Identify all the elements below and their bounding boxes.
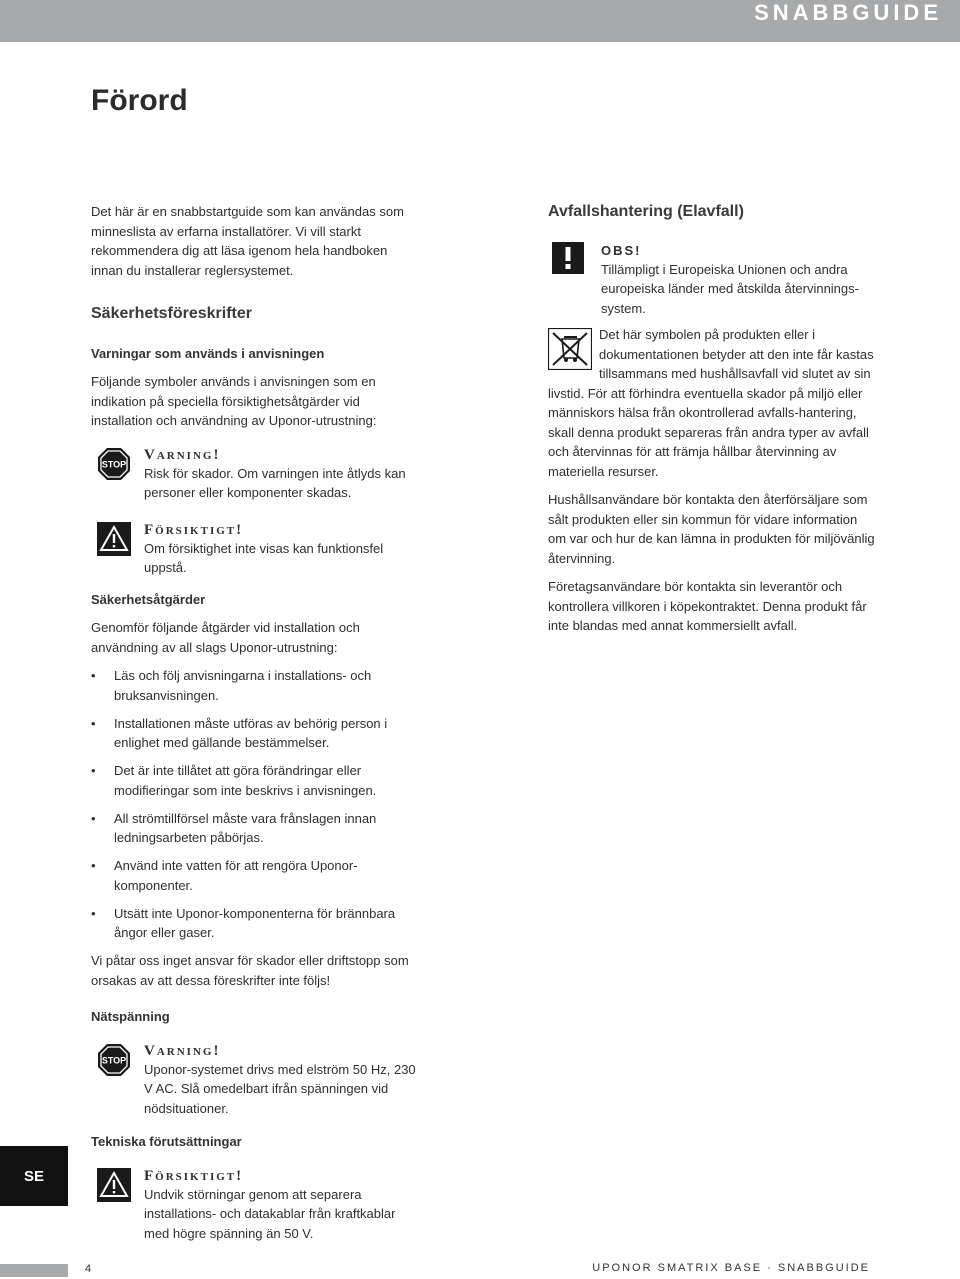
- tech-heading: Tekniska förutsättningar: [91, 1134, 242, 1149]
- warnings-intro: Följande symboler används i anvisningen som en indikation på speciella försiktighetsåtgärder vid installation och användning av Uponor-utrustning:: [91, 374, 377, 428]
- page-number: 4: [85, 1263, 92, 1275]
- footer-title: UPONOR SMATRIX BASE · SNABBGUIDE: [592, 1262, 870, 1274]
- voltage-warning-notice: [91, 1042, 421, 1119]
- measures-heading: Säkerhetsåtgärder: [91, 591, 206, 607]
- caution-notice: [91, 521, 421, 578]
- list-item: • Utsätt inte Uponor-komponenterna för brännbara ångor eller gaser.: [91, 904, 421, 943]
- business-text: Företagsanvändare bör kontakta sin leverantör och kontrollera villkoren i köpekontraktet. Denna produkt får inte blandas med annat kommersiellt avfall.: [548, 579, 867, 633]
- warning-notice: [91, 446, 421, 503]
- voltage-warning-title: Varning!: [144, 1042, 221, 1059]
- exclamation-icon: [552, 242, 584, 280]
- language-badge: SE: [0, 1146, 68, 1206]
- svg-text:STOP: STOP: [101, 1055, 127, 1065]
- stop-sign-icon: [97, 1043, 131, 1083]
- right-column: [548, 202, 878, 636]
- obs-text: Tillämpligt i Europeiska Unionen och andra europeiska länder med åtskilda återvinnings-system.: [601, 261, 859, 316]
- waste-heading: Avfallshantering (Elavfall): [548, 203, 744, 220]
- caution-text: Om försiktighet inte visas kan funktionsfel uppstå.: [144, 540, 384, 575]
- measures-intro: Genomför följande åtgärder vid installation och användning av all slags Uponor-utrustning:: [91, 620, 360, 655]
- caution-title: Försiktigt!: [144, 521, 244, 538]
- list-item: • Det är inte tillåtet att göra förändringar eller modifieringar som inte beskrivs i anvisningen.: [91, 761, 421, 800]
- warning-triangle-icon: [97, 522, 131, 562]
- crossed-out-wheelie-bin-icon: [548, 328, 592, 370]
- warning-title: Varning!: [144, 446, 221, 463]
- footer-bar: [0, 1264, 68, 1277]
- page-title: Förord: [91, 84, 188, 117]
- header-bar: [0, 0, 960, 42]
- intro-text: Det här är en snabbstartguide som kan användas som minneslista av erfarna installatörer. Vi vill starkt rekommendera dig att läsa igenom hela handboken innan du installerar reglersystemet.: [91, 204, 404, 278]
- disclaimer-text: Vi påtar oss inget ansvar för skador eller driftstopp som orsakas av att dessa föreskrifter inte följs!: [91, 953, 409, 988]
- list-item: • Läs och följ anvisningarna i installations- och bruksanvisningen.: [91, 666, 421, 705]
- tech-caution-text: Undvik störningar genom att separera installations- och datakablar från kraftkablar med högre spänning än 50 V.: [144, 1186, 396, 1241]
- obs-notice: [548, 242, 878, 319]
- obs-title: OBS!: [601, 242, 642, 258]
- list-item: • Använd inte vatten för att rengöra Uponor-komponenter.: [91, 856, 421, 895]
- list-item: • All strömtillförsel måste vara frånslagen innan ledningsarbeten påbörjas.: [91, 809, 421, 848]
- warning-text: Risk för skador. Om varningen inte åtlyds kan personer eller komponenter skadas.: [144, 465, 406, 500]
- stop-sign-icon: [97, 447, 131, 487]
- tech-caution-title: Försiktigt!: [144, 1167, 244, 1184]
- header-title: SNABBGUIDE: [754, 0, 942, 25]
- tech-caution-notice: [91, 1167, 421, 1244]
- left-column: [91, 202, 421, 1243]
- household-text: Hushållsanvändare bör kontakta den återförsäljare som sålt produkten eller sin kommun för vidare information om var och hur de kan lämna in produkten för miljövänlig återvinning.: [548, 492, 875, 566]
- warning-triangle-icon: [97, 1168, 131, 1208]
- weee-text: Det här symbolen på produkten eller i dokumentationen betyder att den inte får kastas tillsammans med hushållsavfall vid slutet av sin livstid. För att förhindra eventuella skador på miljö eller människors hälsa från okontrollerad avfalls-hantering, skall denna produkt separeras från andra typer av avfall och återvinnas för att främja hållbar återvinning av materiella resurser.: [548, 327, 874, 479]
- voltage-heading: Nätspänning: [91, 1009, 170, 1024]
- measures-list: [91, 666, 421, 943]
- svg-text:STOP: STOP: [101, 459, 127, 469]
- warnings-heading: Varningar som används i anvisningen: [91, 345, 325, 361]
- list-item: • Installationen måste utföras av behörig person i enlighet med gällande bestämmelser.: [91, 714, 421, 753]
- safety-heading: Säkerhetsföreskrifter: [91, 305, 252, 322]
- weee-block: [548, 325, 878, 481]
- voltage-warning-text: Uponor-systemet drivs med elström 50 Hz, 230 V AC. Slå omedelbart ifrån spänningen vid nödsituationer.: [144, 1061, 416, 1116]
